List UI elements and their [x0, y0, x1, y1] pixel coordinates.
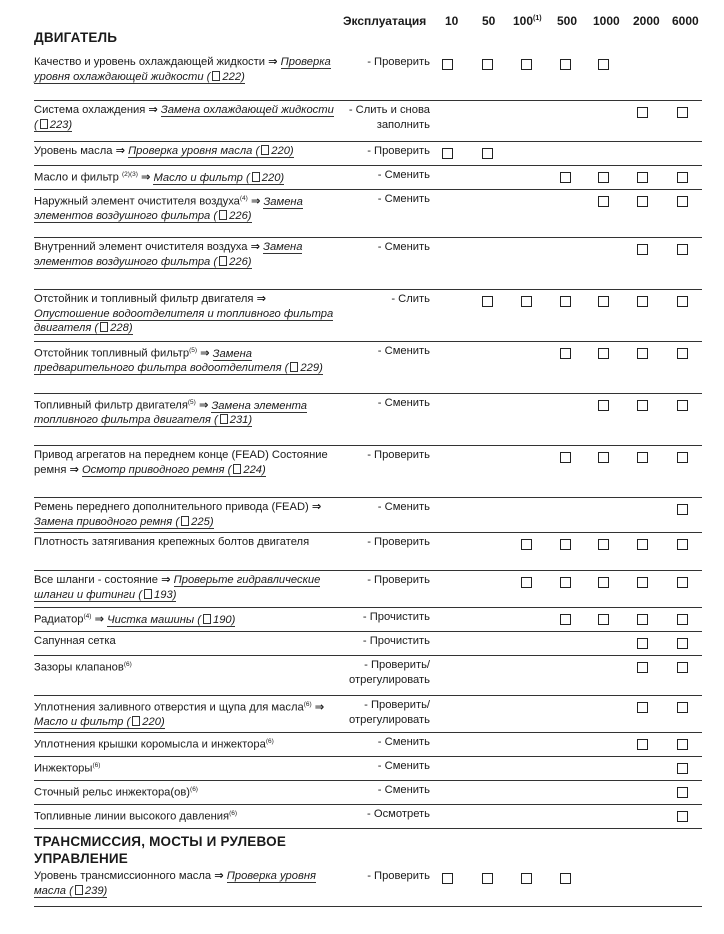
arrow-right-icon: ⇒	[158, 574, 174, 586]
item-text: Наружный элемент очистителя воздуха	[34, 195, 240, 208]
item-text: Уровень трансмиссионного масла	[34, 870, 212, 882]
checkbox-6000[interactable]	[677, 539, 688, 550]
operation-action: - Сменить	[377, 501, 430, 513]
page-icon	[220, 414, 228, 424]
checkbox-6000[interactable]	[677, 296, 688, 307]
page-icon	[261, 145, 269, 155]
maintenance-item	[34, 698, 334, 730]
maintenance-item	[34, 292, 334, 336]
interval-label: 100	[513, 14, 534, 28]
paren: )	[68, 118, 73, 131]
reference-text: Проверка уровня охлаждающей жидкости	[34, 56, 331, 83]
operation-action: - Прочистить	[362, 611, 430, 623]
interval-label: 1000	[593, 14, 620, 28]
maintenance-item	[34, 869, 334, 898]
paren: )	[209, 515, 214, 528]
checkbox-6000[interactable]	[677, 739, 688, 750]
page-icon	[219, 256, 227, 266]
checkbox-10[interactable]	[442, 148, 453, 159]
reference-text: Замена элементов воздушного фильтра	[34, 241, 303, 268]
footnote-ref: (6)	[265, 738, 274, 745]
table-row	[0, 238, 724, 290]
operation-action: - Сменить	[377, 736, 430, 748]
reference-text: Замена элементов воздушного фильтра	[34, 195, 303, 223]
maintenance-item	[34, 610, 334, 627]
arrow-right-icon: ⇒	[137, 171, 154, 184]
reference-text: Проверка уровня масла	[34, 870, 316, 897]
interval-header-1000	[593, 14, 620, 28]
checkbox-2000[interactable]	[637, 196, 648, 207]
checkbox-6000[interactable]	[677, 452, 688, 463]
item-text: Уплотнения крышки коромысла и инжектора	[34, 738, 266, 751]
checkbox-2000[interactable]	[637, 107, 648, 118]
page-number: 229	[300, 362, 320, 375]
paren: )	[231, 613, 236, 626]
item-text: Масло и фильтр	[34, 171, 122, 184]
reference-text: Замена охлаждающей жидкости	[160, 104, 334, 116]
footnote-ref: (6)	[303, 701, 312, 708]
page-number: 190	[212, 613, 232, 626]
item-text: Радиатор	[34, 613, 84, 626]
operation-action: - Сменить	[377, 193, 430, 205]
maintenance-item	[34, 783, 334, 800]
checkbox-2000[interactable]	[637, 577, 648, 588]
table-row	[0, 446, 724, 498]
operation-action: - Проверить	[367, 574, 430, 586]
page-number: 226	[229, 210, 248, 223]
procedure-reference-link[interactable]	[107, 614, 235, 627]
maintenance-item	[34, 807, 334, 824]
footnote-ref: (6)	[229, 810, 238, 817]
paren: (	[224, 463, 232, 476]
checkbox-500[interactable]	[560, 614, 571, 625]
interval-label: 50	[482, 14, 496, 28]
item-text: Уплотнения заливного отверстия и щупа для масла	[34, 701, 304, 714]
interval-header-500	[557, 14, 577, 28]
operation-action: - Проверить	[367, 536, 430, 548]
paren: (	[281, 362, 289, 375]
footnote-ref: (2)(3)	[122, 171, 138, 178]
procedure-reference-link[interactable]	[82, 464, 266, 477]
checkbox-2000[interactable]	[637, 702, 648, 713]
arrow-right-icon: ⇒	[66, 463, 82, 476]
checkbox-500[interactable]	[560, 452, 571, 463]
page-number: 225	[191, 515, 210, 528]
table-row	[0, 632, 724, 656]
maintenance-item	[34, 396, 334, 428]
operation-action: - Проверить	[367, 56, 430, 68]
item-text: Ремень переднего дополнительного привода (FEAD)	[34, 501, 309, 513]
arrow-right-icon: ⇒	[265, 56, 281, 68]
table-row	[0, 394, 724, 446]
interval-header-100	[513, 14, 542, 28]
table-row	[0, 53, 724, 101]
arrow-right-icon: ⇒	[112, 145, 129, 157]
paren: )	[248, 414, 253, 427]
checkbox-2000[interactable]	[637, 614, 648, 625]
checkbox-100[interactable]	[521, 577, 532, 588]
paren: )	[262, 463, 266, 476]
page-number: 226	[229, 255, 248, 268]
checkbox-100[interactable]	[521, 296, 532, 307]
operation-action: - Проверить/ отрегулировать	[349, 659, 430, 686]
checkbox-10[interactable]	[442, 59, 453, 70]
operation-column-header: Эксплуатация	[343, 14, 427, 28]
paren: (	[66, 884, 73, 897]
paren: (	[210, 414, 218, 427]
checkbox-500[interactable]	[560, 577, 571, 588]
paren: )	[172, 588, 177, 601]
page-number: 224	[243, 463, 263, 476]
reference-text: Чистка машины	[107, 613, 195, 626]
page-number: 222	[222, 70, 242, 83]
checkbox-50[interactable]	[482, 148, 493, 159]
operation-action: - Слить	[391, 293, 430, 305]
page-number: 228	[110, 322, 129, 335]
reference-text: Замена предварительного фильтра водоотделителя	[34, 347, 282, 375]
arrow-right-icon: ⇒	[253, 293, 266, 305]
reference-text: Масло и фильтр	[34, 716, 124, 729]
operation-action: - Сменить	[377, 397, 430, 409]
checkbox-2000[interactable]	[637, 348, 648, 359]
reference-text: Масло и фильтр	[153, 171, 243, 184]
table-row	[0, 867, 724, 907]
operation-action: - Прочистить	[362, 635, 430, 647]
item-text: Отстойник и топливный фильтр двигателя	[34, 293, 254, 305]
item-text: Отстойник топливный фильтр	[34, 347, 190, 360]
checkbox-6000[interactable]	[677, 172, 688, 183]
page-number: 231	[229, 414, 249, 427]
maintenance-item	[34, 448, 334, 477]
checkbox-50[interactable]	[482, 59, 493, 70]
page-number: 193	[154, 588, 173, 601]
checkbox-6000[interactable]	[677, 196, 688, 207]
procedure-reference-link[interactable]	[128, 145, 294, 158]
checkbox-6000[interactable]	[677, 504, 688, 515]
maintenance-item	[34, 535, 334, 550]
checkbox-500[interactable]	[560, 172, 571, 183]
paren: (	[252, 145, 260, 157]
arrow-right-icon: ⇒	[91, 613, 108, 626]
checkbox-1000[interactable]	[598, 539, 609, 550]
checkbox-6000[interactable]	[677, 614, 688, 625]
footnote-ref: (6)	[92, 762, 101, 769]
interval-header-50	[482, 14, 495, 28]
paren: (	[34, 118, 38, 131]
table-row	[0, 805, 724, 829]
checkbox-10[interactable]	[442, 873, 453, 884]
page-icon	[290, 362, 298, 372]
page-icon	[75, 885, 83, 895]
footnote-ref: (4)	[239, 195, 248, 202]
interval-footnote: (1)	[533, 15, 542, 22]
checkbox-2000[interactable]	[637, 452, 648, 463]
interval-label: 2000	[633, 14, 660, 28]
table-row	[0, 757, 724, 781]
maintenance-item	[34, 168, 334, 185]
arrow-right-icon: ⇒	[308, 501, 322, 513]
checkbox-6000[interactable]	[677, 787, 688, 798]
checkbox-500[interactable]	[560, 296, 571, 307]
operation-action: - Проверить	[367, 145, 430, 157]
table-row	[0, 166, 724, 190]
paren: (	[210, 255, 218, 268]
table-row	[0, 290, 724, 342]
interval-header-2000	[633, 14, 660, 28]
paren: (	[242, 171, 250, 184]
item-text: Зазоры клапанов	[34, 661, 124, 674]
table-row	[0, 571, 724, 608]
paren: )	[247, 255, 252, 268]
page-icon	[100, 322, 108, 332]
arrow-right-icon: ⇒	[247, 241, 264, 253]
paren: (	[123, 716, 131, 729]
checkbox-6000[interactable]	[677, 400, 688, 411]
page-icon	[40, 119, 48, 129]
paren: )	[160, 716, 165, 729]
paren: (	[210, 210, 218, 223]
arrow-right-icon: ⇒	[145, 104, 161, 116]
footnote-ref: (6)	[190, 786, 198, 793]
page-icon	[212, 71, 220, 81]
page-icon	[144, 589, 152, 599]
item-text: Качество и уровень охлаждающей жидкости	[34, 56, 266, 68]
interval-label: 500	[557, 14, 578, 28]
maintenance-item	[34, 144, 334, 159]
table-row	[0, 656, 724, 696]
table-row	[0, 342, 724, 394]
operation-action: - Сменить	[377, 241, 430, 253]
checkbox-2000[interactable]	[637, 638, 648, 649]
operation-action: - Осмотреть	[367, 808, 430, 820]
checkbox-100[interactable]	[521, 59, 532, 70]
table-row	[0, 101, 724, 142]
reference-text: Замена элемента топливного фильтра двигателя	[34, 399, 308, 427]
paren: (	[172, 515, 180, 528]
page-icon	[252, 172, 260, 182]
footnote-ref: (4)	[83, 613, 92, 620]
paren: (	[203, 70, 211, 83]
checkbox-100[interactable]	[521, 539, 532, 550]
page-icon	[132, 716, 140, 726]
page-icon	[233, 464, 241, 474]
checkbox-6000[interactable]	[677, 348, 688, 359]
table-row	[0, 533, 724, 571]
checkbox-1000[interactable]	[598, 614, 609, 625]
maintenance-item	[34, 500, 334, 529]
table-row	[0, 733, 724, 757]
checkbox-6000[interactable]	[677, 244, 688, 255]
page-number: 220	[271, 145, 290, 157]
operation-action: - Сменить	[377, 345, 430, 357]
procedure-reference-link[interactable]	[34, 308, 333, 336]
page-icon	[203, 614, 211, 624]
footnote-ref: (6)	[123, 661, 132, 668]
item-text: Система охлаждения	[34, 104, 146, 116]
operation-action: - Сменить	[377, 760, 430, 772]
maintenance-item	[34, 55, 334, 84]
procedure-reference-link[interactable]	[34, 716, 165, 729]
arrow-right-icon: ⇒	[247, 195, 264, 208]
operation-action: - Проверить	[367, 449, 430, 461]
checkbox-500[interactable]	[560, 873, 571, 884]
checkbox-6000[interactable]	[677, 763, 688, 774]
page-number: 220	[142, 716, 161, 729]
checkbox-6000[interactable]	[677, 638, 688, 649]
maintenance-item	[34, 103, 334, 132]
checkbox-6000[interactable]	[677, 577, 688, 588]
checkbox-1000[interactable]	[598, 172, 609, 183]
reference-text: Осмотр приводного ремня	[81, 463, 225, 476]
page-number: 239	[84, 884, 104, 897]
checkbox-500[interactable]	[560, 539, 571, 550]
row-divider	[34, 828, 702, 829]
checkbox-6000[interactable]	[677, 662, 688, 673]
item-text: Плотность затягивания крепежных болтов двигателя	[34, 536, 310, 548]
paren: )	[289, 145, 294, 157]
table-row	[0, 190, 724, 238]
footnote-ref: (5)	[189, 347, 198, 354]
reference-text: Проверка уровня масла	[128, 145, 253, 157]
page-icon	[181, 516, 189, 526]
maintenance-item	[34, 759, 334, 776]
checkbox-1000[interactable]	[598, 400, 609, 411]
paren: )	[280, 171, 285, 184]
checkbox-1000[interactable]	[598, 452, 609, 463]
operation-action: - Сменить	[377, 169, 430, 181]
paren: )	[103, 884, 108, 897]
checkbox-1000[interactable]	[598, 296, 609, 307]
reference-text: Замена приводного ремня	[34, 515, 173, 528]
item-text: Топливные линии высокого давления	[34, 810, 230, 823]
item-text: Все шланги - состояние	[34, 574, 159, 586]
checkbox-2000[interactable]	[637, 539, 648, 550]
table-row	[0, 498, 724, 533]
checkbox-100[interactable]	[521, 873, 532, 884]
page-number: 223	[49, 118, 69, 131]
checkbox-1000[interactable]	[598, 196, 609, 207]
checkbox-500[interactable]	[560, 59, 571, 70]
maintenance-item	[34, 658, 334, 675]
arrow-right-icon: ⇒	[197, 347, 213, 360]
paren: )	[247, 210, 252, 223]
checkbox-2000[interactable]	[637, 662, 648, 673]
maintenance-item	[34, 344, 334, 376]
paren: (	[91, 322, 99, 335]
item-text: Привод агрегатов на переднем конце (FEAD) Состояние ремня	[34, 449, 328, 476]
maintenance-item	[34, 634, 334, 649]
paren: (	[135, 588, 143, 601]
reference-text: Опустошение водоотделителя и топливного фильтра двигателя	[34, 307, 334, 335]
arrow-right-icon: ⇒	[211, 870, 227, 882]
arrow-right-icon: ⇒	[311, 701, 325, 714]
checkbox-6000[interactable]	[677, 107, 688, 118]
maintenance-item	[34, 192, 334, 224]
table-row	[0, 608, 724, 632]
checkbox-1000[interactable]	[598, 577, 609, 588]
item-text: Инжекторы	[34, 762, 93, 775]
checkbox-2000[interactable]	[637, 400, 648, 411]
paren: )	[241, 70, 245, 83]
operation-action: - Проверить	[367, 870, 430, 882]
procedure-reference-link[interactable]	[153, 172, 284, 185]
checkbox-2000[interactable]	[637, 739, 648, 750]
checkbox-50[interactable]	[482, 873, 493, 884]
paren: )	[319, 362, 323, 375]
checkbox-2000[interactable]	[637, 172, 648, 183]
procedure-reference-link[interactable]	[34, 516, 214, 529]
page-icon	[219, 210, 227, 220]
arrow-right-icon: ⇒	[195, 399, 212, 412]
item-text: Внутренний элемент очистителя воздуха	[34, 241, 248, 253]
operation-action: - Сменить	[377, 784, 430, 796]
checkbox-1000[interactable]	[598, 348, 609, 359]
checkbox-50[interactable]	[482, 296, 493, 307]
checkbox-1000[interactable]	[598, 59, 609, 70]
table-row	[0, 781, 724, 805]
maintenance-item	[34, 735, 334, 752]
interval-label: 6000	[672, 14, 699, 28]
section-title: ДВИГАТЕЛЬ	[34, 30, 118, 45]
section-title: ТРАНСМИССИЯ, МОСТЫ И РУЛЕВОЕ УПРАВЛЕНИЕ	[34, 834, 287, 866]
item-text: Сточный рельс инжектора(ов)	[34, 786, 191, 799]
operation-action: - Проверить/ отрегулировать	[349, 699, 430, 726]
interval-header-10	[445, 14, 458, 28]
paren: (	[194, 613, 201, 626]
interval-label: 10	[445, 14, 459, 28]
maintenance-item	[34, 240, 334, 269]
footnote-ref: (5)	[187, 399, 196, 406]
page-number: 220	[261, 171, 281, 184]
checkbox-2000[interactable]	[637, 244, 648, 255]
row-divider	[34, 906, 702, 907]
maintenance-item	[34, 573, 334, 602]
item-text: Уровень масла	[34, 145, 113, 157]
interval-header-6000	[672, 14, 699, 28]
table-row	[0, 696, 724, 733]
paren: )	[128, 322, 133, 335]
item-text: Сапунная сетка	[34, 635, 116, 647]
checkbox-6000[interactable]	[677, 811, 688, 822]
table-row	[0, 142, 724, 166]
checkbox-2000[interactable]	[637, 296, 648, 307]
operation-action: - Слить и снова заполнить	[348, 104, 430, 131]
checkbox-500[interactable]	[560, 348, 571, 359]
checkbox-6000[interactable]	[677, 702, 688, 713]
item-text: Топливный фильтр двигателя	[34, 399, 188, 412]
reference-text: Проверьте гидравлические шланги и фитинги	[34, 574, 321, 601]
